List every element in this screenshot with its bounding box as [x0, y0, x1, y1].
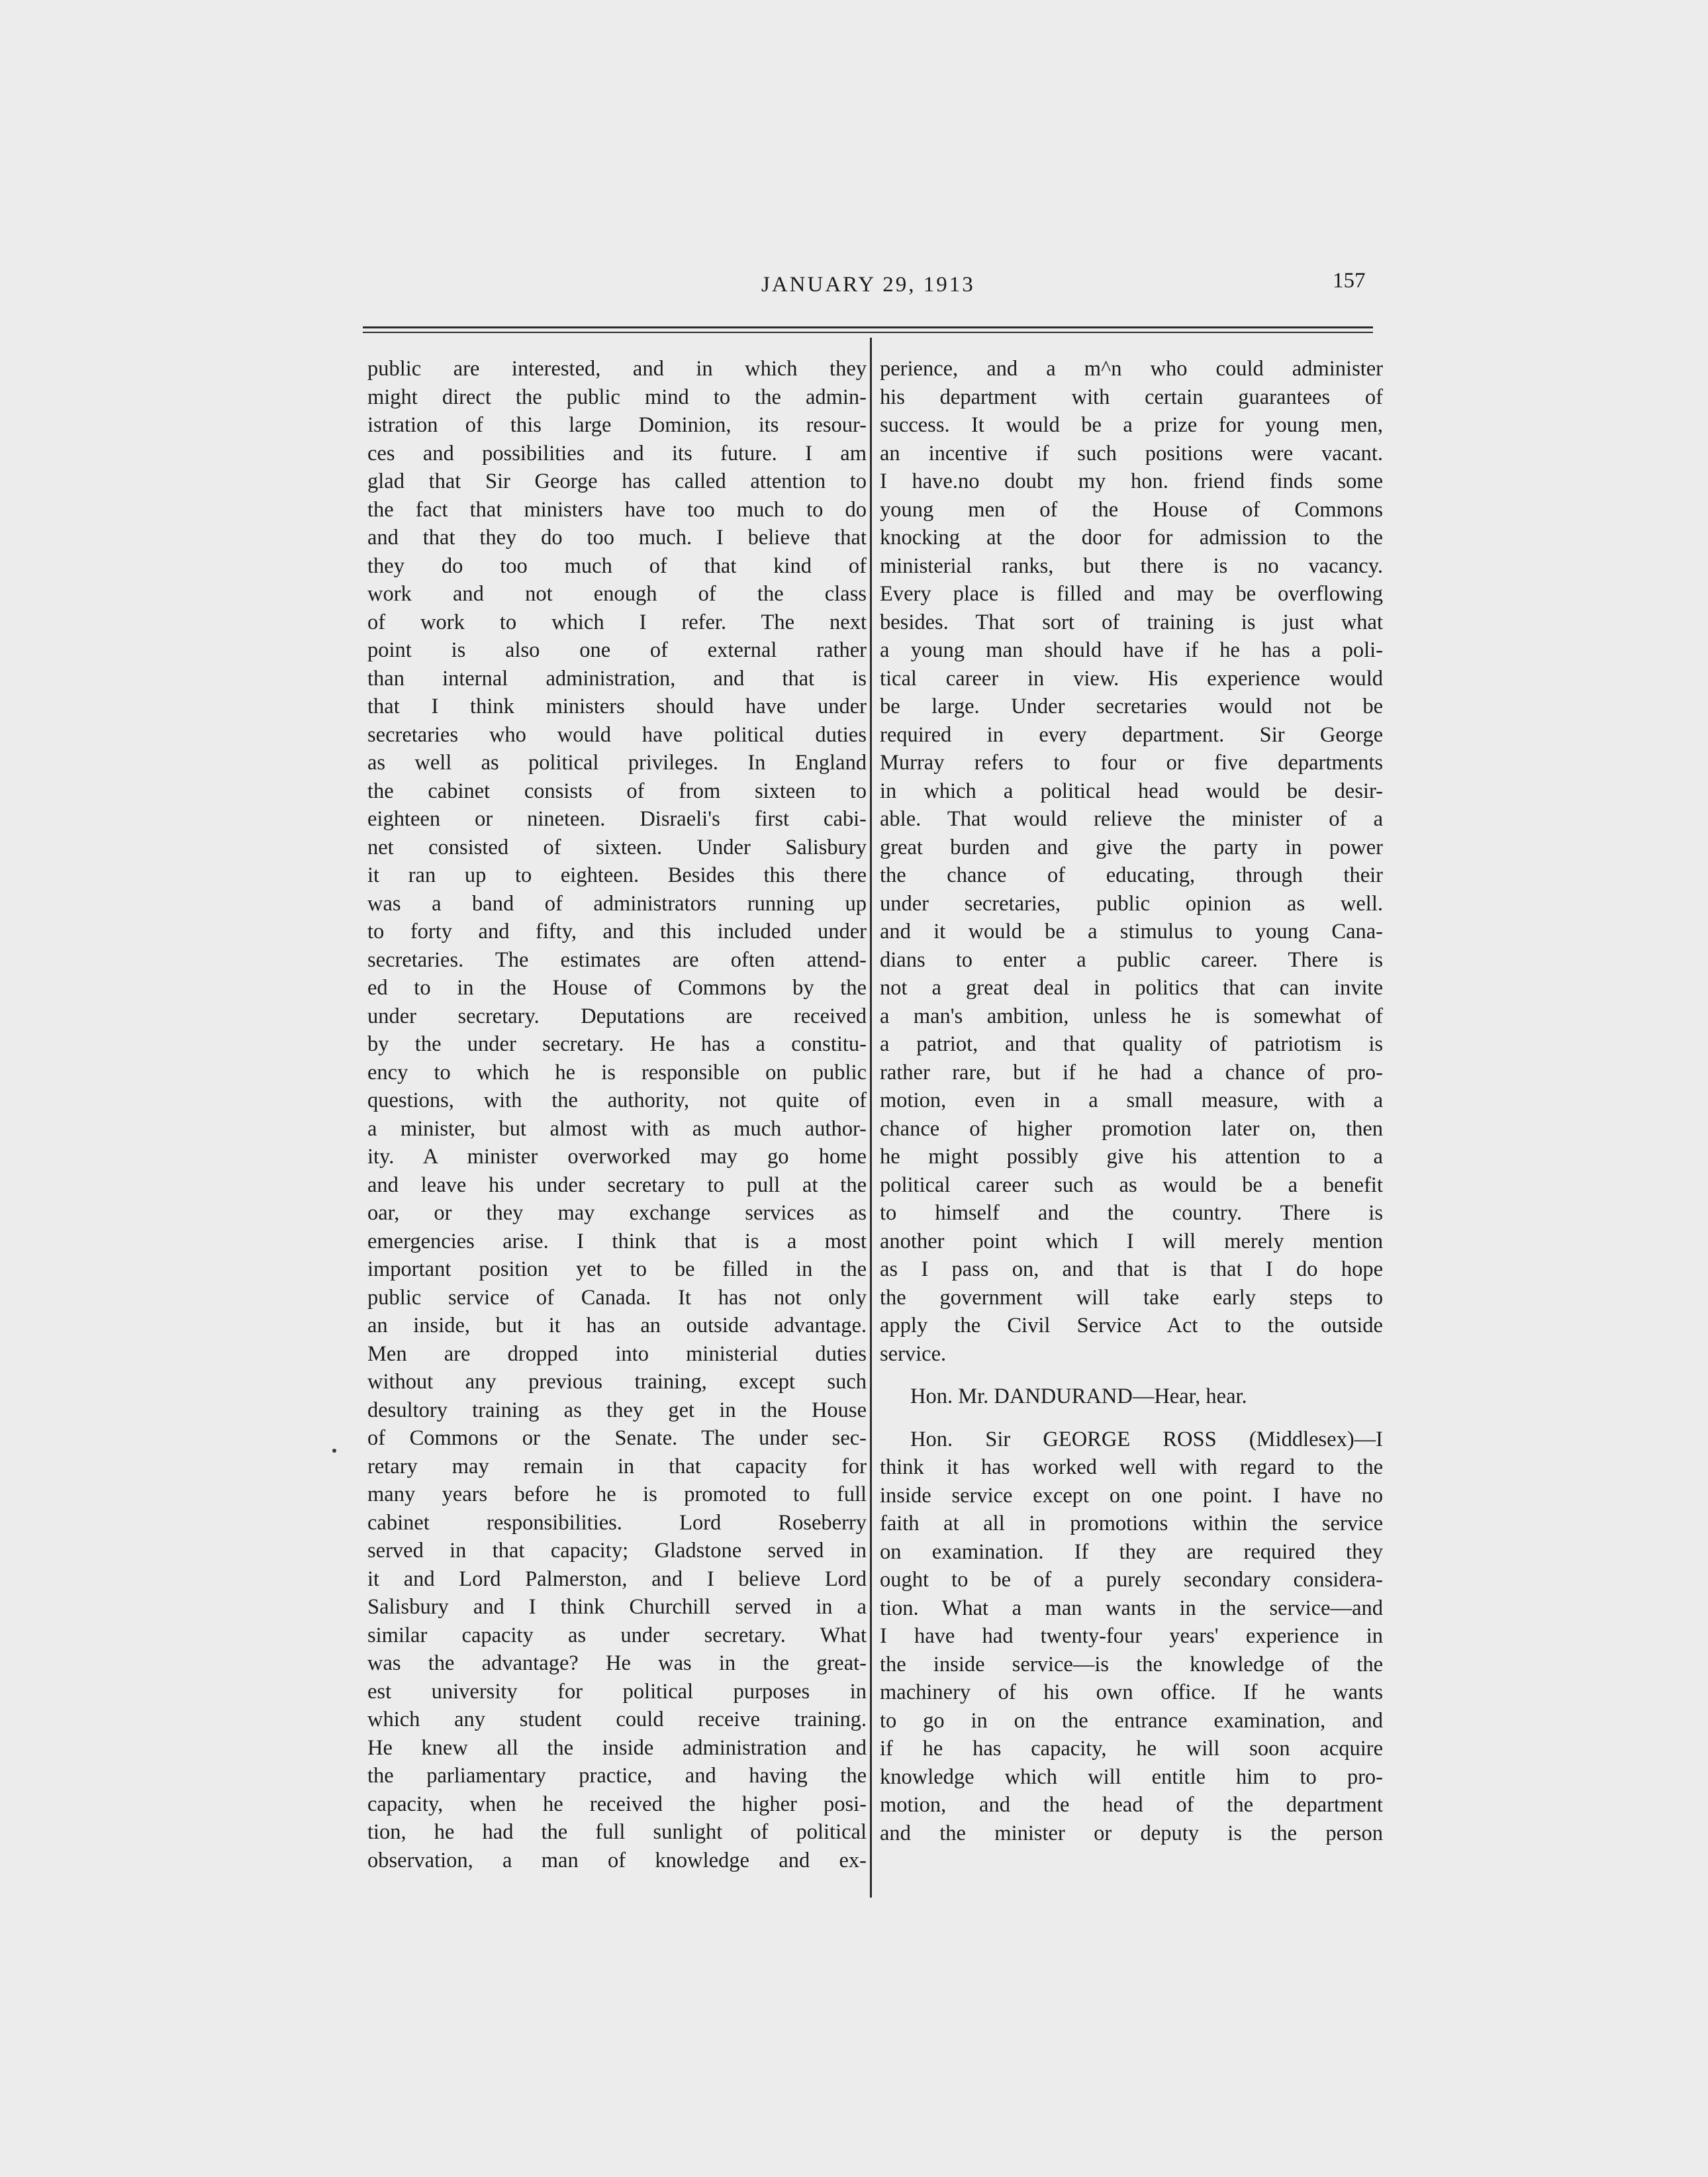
- text-line: they do too much of that kind of: [367, 554, 867, 578]
- text-line: cabinet responsibilities. Lord Roseberry: [367, 1510, 867, 1535]
- text-line: I have.no doubt my hon. friend finds some: [880, 469, 1383, 493]
- text-line: He knew all the inside administration and: [367, 1735, 867, 1760]
- text-line: an inside, but it has an outside advantage.: [367, 1314, 867, 1337]
- text-line: observation, a man of knowledge and ex-: [367, 1848, 867, 1872]
- text-line: chance of higher promotion later on, then: [880, 1116, 1383, 1141]
- speech-line: machinery of his own office. If he wants: [880, 1680, 1383, 1704]
- speech-paragraph: [880, 1426, 1383, 1848]
- text-line: as well as political privileges. In England: [367, 751, 867, 775]
- text-line: which any student could receive training.: [367, 1708, 867, 1731]
- speech-line: on examination. If they are required they: [880, 1539, 1383, 1564]
- text-line: istration of this large Dominion, its resour-: [367, 413, 867, 437]
- text-line: and it would be a stimulus to young Cana-: [880, 920, 1383, 943]
- text-line: apply the Civil Service Act to the outside: [880, 1314, 1383, 1337]
- text-line: to himself and the country. There is: [880, 1201, 1383, 1225]
- text-line: a man's ambition, unless he is somewhat of: [880, 1004, 1383, 1028]
- text-line: questions, with the authority, not quite of: [367, 1088, 867, 1112]
- text-line: political career such as would be a benefit: [880, 1173, 1383, 1197]
- text-line: the government will take early steps to: [880, 1285, 1383, 1310]
- text-line: he might possibly give his attention to a: [880, 1145, 1383, 1169]
- text-line: might direct the public mind to the admin-: [367, 385, 867, 409]
- text-line: a young man should have if he has a poli-: [880, 638, 1383, 662]
- text-line: great burden and give the party in power: [880, 835, 1383, 859]
- text-line: his department with certain guarantees of: [880, 385, 1383, 409]
- text-line: rather rare, but if he had a chance of pro-: [880, 1060, 1383, 1085]
- left-column: [367, 355, 867, 1874]
- text-line: not a great deal in politics that can invite: [880, 976, 1383, 1000]
- text-line: work and not enough of the class: [367, 582, 867, 606]
- text-line: secretaries. The estimates are often attend-: [367, 947, 867, 972]
- interjection-line: Hon. Mr. DANDURAND—Hear, hear.: [910, 1384, 1247, 1408]
- text-line: tion, he had the full sunlight of political: [367, 1820, 867, 1844]
- text-line: and leave his under secretary to pull at the: [367, 1173, 867, 1197]
- interjection-paragraph: [880, 1382, 1383, 1411]
- text-line: success. It would be a prize for young men,: [880, 413, 1383, 437]
- text-line: ministerial ranks, but there is no vacancy.: [880, 554, 1383, 578]
- text-line: was the advantage? He was in the great-: [367, 1651, 867, 1675]
- text-line: a minister, but almost with as much author-: [367, 1116, 867, 1141]
- speech-line: and the minister or deputy is the person: [880, 1821, 1383, 1845]
- text-line: perience, and a m^n who could administer: [880, 357, 1383, 381]
- text-line: eighteen or nineteen. Disraeli's first cabi-: [367, 807, 867, 831]
- speech-line: ought to be of a purely secondary considera-: [880, 1568, 1383, 1592]
- text-line: by the under secretary. He has a constitu-: [367, 1032, 867, 1056]
- text-line: ency to which he is responsible on public: [367, 1060, 867, 1085]
- speech-line: think it has worked well with regard to the: [880, 1455, 1383, 1479]
- speech-line: tion. What a man wants in the service—and: [880, 1596, 1383, 1620]
- text-line: motion, even in a small measure, with a: [880, 1088, 1383, 1112]
- text-line: ed to in the House of Commons by the: [367, 976, 867, 1000]
- text-line: emergencies arise. I think that is a most: [367, 1229, 867, 1253]
- text-line: similar capacity as under secretary. What: [367, 1623, 867, 1647]
- speech-line: if he has capacity, he will soon acquire: [880, 1737, 1383, 1761]
- text-line: as I pass on, and that is that I do hope: [880, 1257, 1383, 1281]
- text-line: a patriot, and that quality of patriotism is: [880, 1032, 1383, 1056]
- text-line: under secretaries, public opinion as well.: [880, 891, 1383, 916]
- text-line: under secretary. Deputations are received: [367, 1004, 867, 1028]
- text-line: the parliamentary practice, and having the: [367, 1764, 867, 1788]
- text-line: Salisbury and I think Churchill served in a: [367, 1595, 867, 1619]
- speech-line: knowledge which will entitle him to pro-: [880, 1765, 1383, 1789]
- text-line: young men of the House of Commons: [880, 497, 1383, 522]
- text-line: capacity, when he received the higher posi-: [367, 1792, 867, 1816]
- text-line: Every place is filled and may be overflowing: [880, 582, 1383, 606]
- column-divider: [870, 338, 872, 1898]
- text-line: the chance of educating, through their: [880, 863, 1383, 887]
- text-line: that I think ministers should have under: [367, 695, 867, 718]
- text-line: than internal administration, and that is: [367, 666, 867, 691]
- text-line: of Commons or the Senate. The under sec-: [367, 1426, 867, 1450]
- text-line: able. That would relieve the minister of a: [880, 807, 1383, 831]
- text-line: important position yet to be filled in the: [367, 1257, 867, 1281]
- text-line: public service of Canada. It has not only: [367, 1285, 867, 1310]
- header-rule: [363, 326, 1373, 328]
- text-line: desultory training as they get in the House: [367, 1398, 867, 1422]
- text-line: dians to enter a public career. There is: [880, 947, 1383, 972]
- text-line: in which a political head would be desir-: [880, 779, 1383, 803]
- text-line: secretaries who would have political duties: [367, 722, 867, 747]
- text-line: required in every department. Sir George: [880, 722, 1383, 747]
- text-line: an incentive if such positions were vacant.: [880, 441, 1383, 465]
- right-column: [880, 355, 1383, 1847]
- speech-line: Hon. Sir GEORGE ROSS (Middlesex)—I: [910, 1427, 1383, 1451]
- text-line: ces and possibilities and its future. I am: [367, 441, 867, 465]
- text-line: tical career in view. His experience would: [880, 666, 1383, 691]
- text-line: ity. A minister overworked may go home: [367, 1145, 867, 1169]
- stray-mark: [332, 1449, 336, 1453]
- text-line: many years before he is promoted to full: [367, 1482, 867, 1506]
- text-line: of work to which I refer. The next: [367, 610, 867, 634]
- page-date: JANUARY 29, 1913: [761, 273, 975, 297]
- text-line: knocking at the door for admission to the: [880, 526, 1383, 550]
- text-line: another point which I will merely mention: [880, 1229, 1383, 1253]
- text-line: retary may remain in that capacity for: [367, 1454, 867, 1478]
- speech-line: I have had twenty-four years' experience in: [880, 1624, 1383, 1648]
- speech-line: faith at all in promotions within the service: [880, 1512, 1383, 1535]
- page-number: 157: [1333, 269, 1366, 293]
- text-line: without any previous training, except such: [367, 1370, 867, 1394]
- text-line: it and Lord Palmerston, and I believe Lord: [367, 1567, 867, 1591]
- text-line: besides. That sort of training is just what: [880, 610, 1383, 634]
- text-line: point is also one of external rather: [367, 638, 867, 662]
- text-line: Men are dropped into ministerial duties: [367, 1341, 867, 1366]
- text-line: be large. Under secretaries would not be: [880, 695, 1383, 718]
- text-line: the fact that ministers have too much to do: [367, 497, 867, 522]
- text-line: was a band of administrators running up: [367, 891, 867, 916]
- text-line: served in that capacity; Gladstone served in: [367, 1539, 867, 1563]
- speech-line: inside service except on one point. I have no: [880, 1483, 1383, 1508]
- text-line: public are interested, and in which they: [367, 357, 867, 381]
- speech-line: motion, and the head of the department: [880, 1793, 1383, 1817]
- speech-line: the inside service—is the knowledge of the: [880, 1652, 1383, 1676]
- text-line: glad that Sir George has called attention to: [367, 469, 867, 493]
- text-line: to forty and fifty, and this included under: [367, 920, 867, 943]
- text-line: it ran up to eighteen. Besides this there: [367, 863, 867, 887]
- text-line: est university for political purposes in: [367, 1679, 867, 1704]
- text-line: net consisted of sixteen. Under Salisbury: [367, 835, 867, 859]
- header-rule-secondary: [363, 332, 1373, 333]
- speech-line: to go in on the entrance examination, and: [880, 1708, 1383, 1733]
- text-line: Murray refers to four or five departments: [880, 751, 1383, 775]
- text-line: oar, or they may exchange services as: [367, 1201, 867, 1225]
- text-line: and that they do too much. I believe that: [367, 526, 867, 550]
- text-line: service.: [880, 1341, 947, 1366]
- text-line: the cabinet consists of from sixteen to: [367, 779, 867, 803]
